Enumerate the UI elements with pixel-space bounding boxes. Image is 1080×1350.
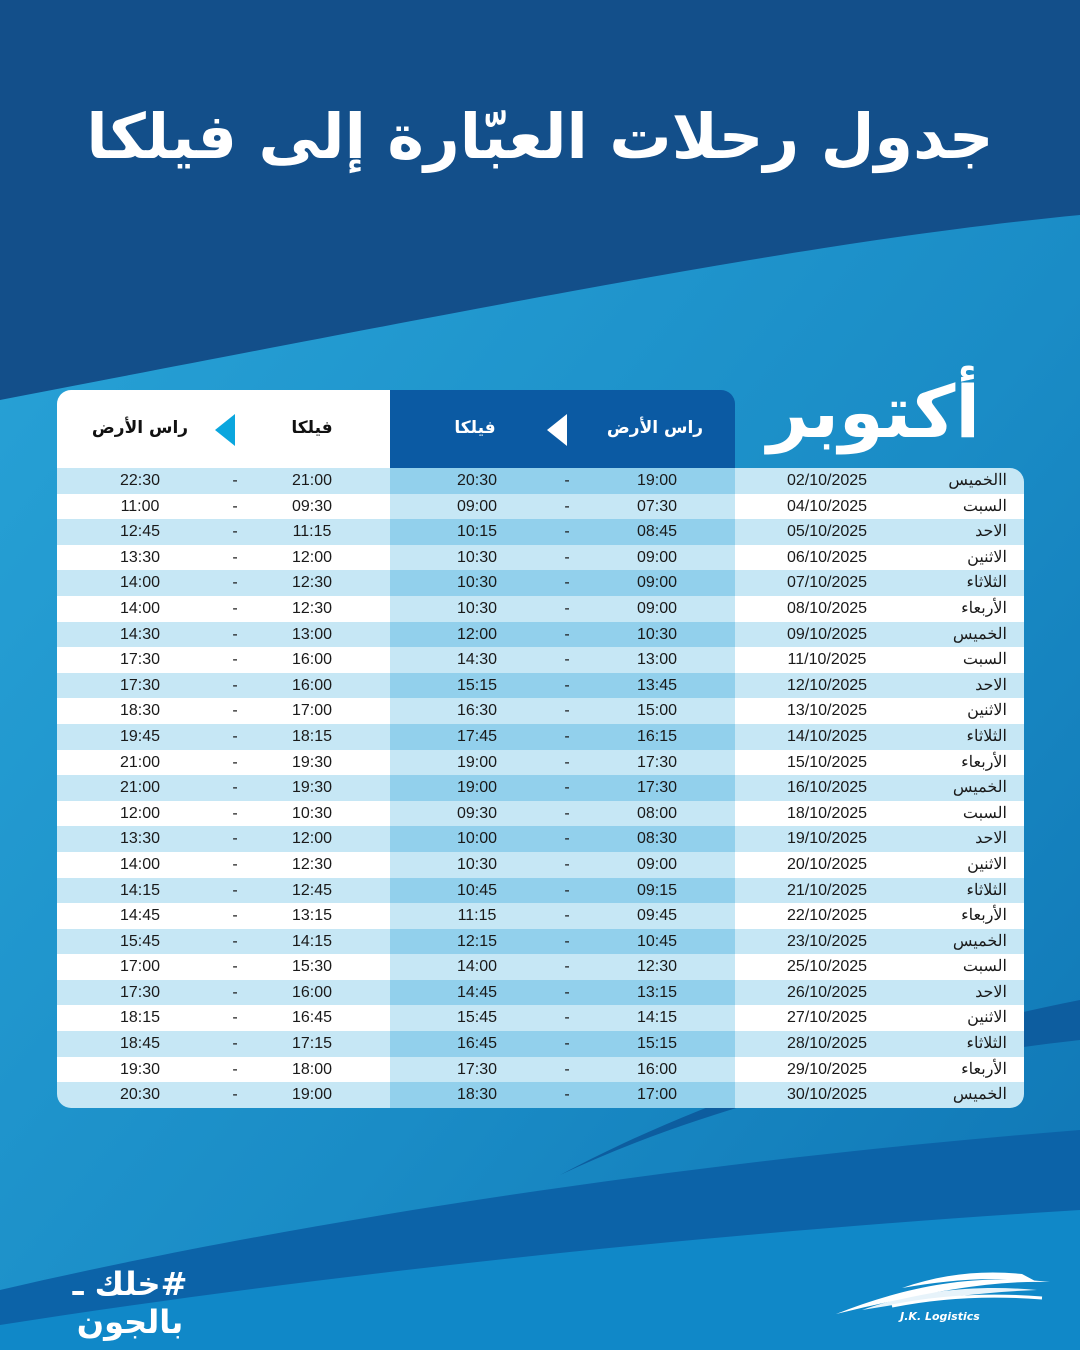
return-arrive-cell: 17:00 bbox=[119, 958, 161, 976]
return-depart-cell: 21:00 bbox=[291, 472, 333, 489]
date-cell: 02/10/2025 bbox=[786, 472, 868, 489]
table-row bbox=[57, 826, 1024, 852]
return-depart-cell: 13:15 bbox=[291, 907, 333, 925]
outbound-depart-cell: 07:30 bbox=[636, 497, 678, 515]
outbound-arrive-cell: 19:00 bbox=[456, 779, 498, 797]
separator: - bbox=[564, 1086, 570, 1104]
outbound-arrive-cell: 14:30 bbox=[456, 651, 498, 669]
day-cell: الثلاثاء bbox=[966, 727, 1007, 745]
separator: - bbox=[232, 497, 238, 515]
outbound-depart-cell: 08:00 bbox=[636, 804, 678, 822]
return-depart-cell: 19:00 bbox=[291, 1086, 333, 1104]
return-depart-cell: 10:30 bbox=[291, 804, 333, 822]
outbound-depart-cell: 08:30 bbox=[636, 830, 678, 848]
return-arrive-cell: 14:00 bbox=[119, 574, 161, 592]
separator: - bbox=[564, 727, 570, 745]
separator: - bbox=[564, 753, 570, 771]
day-cell: االخميس bbox=[948, 472, 1007, 489]
separator: - bbox=[564, 1035, 570, 1053]
separator: - bbox=[232, 523, 238, 541]
outbound-depart-cell: 09:15 bbox=[636, 881, 678, 899]
return-arrive-cell: 12:00 bbox=[119, 804, 161, 822]
outbound-depart-cell: 08:45 bbox=[636, 523, 678, 541]
day-cell: السبت bbox=[962, 804, 1007, 822]
separator: - bbox=[232, 472, 238, 489]
return-arrive-cell: 15:45 bbox=[119, 932, 161, 950]
day-cell: الأربعاء bbox=[961, 907, 1007, 925]
outbound-depart-cell: 14:15 bbox=[636, 1009, 678, 1027]
separator: - bbox=[232, 881, 238, 899]
return-arrive-cell: 17:30 bbox=[119, 651, 161, 669]
separator: - bbox=[232, 855, 238, 873]
return-depart-cell: 16:00 bbox=[291, 676, 333, 694]
day-cell: الأربعاء bbox=[961, 599, 1007, 617]
separator: - bbox=[232, 983, 238, 1001]
date-cell: 07/10/2025 bbox=[786, 574, 868, 592]
separator: - bbox=[564, 1009, 570, 1027]
date-cell: 26/10/2025 bbox=[786, 983, 868, 1001]
separator: - bbox=[232, 574, 238, 592]
outbound-arrive-cell: 09:30 bbox=[456, 804, 498, 822]
day-cell: السبت bbox=[962, 958, 1007, 976]
return-depart-cell: 09:30 bbox=[291, 497, 333, 515]
return-depart-cell: 18:00 bbox=[291, 1060, 333, 1078]
date-cell: 22/10/2025 bbox=[786, 907, 868, 925]
table-row bbox=[57, 519, 1024, 545]
day-cell: الاثنين bbox=[967, 855, 1007, 873]
day-cell: الاثنين bbox=[967, 702, 1007, 720]
return-arrive-cell: 17:30 bbox=[119, 676, 161, 694]
separator: - bbox=[232, 702, 238, 720]
separator: - bbox=[564, 1060, 570, 1078]
separator: - bbox=[564, 958, 570, 976]
return-depart-cell: 14:15 bbox=[291, 932, 333, 950]
outbound-arrive-cell: 14:00 bbox=[456, 958, 498, 976]
return-arrive-cell: 19:30 bbox=[119, 1060, 161, 1078]
outbound-depart-cell: 19:00 bbox=[636, 472, 678, 489]
arrow-left-icon bbox=[215, 414, 235, 446]
return-depart-cell: 16:45 bbox=[291, 1009, 333, 1027]
table-row bbox=[57, 673, 1024, 699]
day-cell: الاثنين bbox=[967, 548, 1007, 566]
separator: - bbox=[564, 497, 570, 515]
date-cell: 12/10/2025 bbox=[786, 676, 868, 694]
day-cell: الخميس bbox=[952, 932, 1007, 950]
date-cell: 19/10/2025 bbox=[786, 830, 868, 848]
return-depart-cell: 16:00 bbox=[291, 651, 333, 669]
day-cell: السبت bbox=[962, 651, 1007, 669]
separator: - bbox=[232, 727, 238, 745]
return-arrive-cell: 11:00 bbox=[120, 497, 160, 515]
separator: - bbox=[564, 599, 570, 617]
outbound-header bbox=[390, 390, 735, 468]
separator: - bbox=[232, 907, 238, 925]
outbound-arrive-cell: 10:30 bbox=[456, 574, 498, 592]
outbound-arrive-cell: 18:30 bbox=[456, 1086, 498, 1104]
outbound-to-label: فيلكا bbox=[454, 418, 496, 438]
separator: - bbox=[564, 983, 570, 1001]
day-cell: الاحد bbox=[975, 830, 1007, 848]
outbound-arrive-cell: 17:30 bbox=[456, 1060, 498, 1078]
separator: - bbox=[564, 676, 570, 694]
date-cell: 23/10/2025 bbox=[786, 932, 868, 950]
separator: - bbox=[564, 907, 570, 925]
return-depart-cell: 13:00 bbox=[291, 625, 333, 643]
separator: - bbox=[232, 958, 238, 976]
return-depart-cell: 12:45 bbox=[291, 881, 333, 899]
outbound-depart-cell: 10:45 bbox=[636, 932, 678, 950]
return-arrive-cell: 21:00 bbox=[119, 779, 161, 797]
return-depart-cell: 18:15 bbox=[291, 727, 333, 745]
table-row bbox=[57, 494, 1024, 520]
date-cell: 09/10/2025 bbox=[786, 625, 868, 643]
separator: - bbox=[232, 1086, 238, 1104]
outbound-depart-cell: 12:30 bbox=[636, 958, 678, 976]
return-arrive-cell: 12:45 bbox=[119, 523, 161, 541]
separator: - bbox=[564, 472, 570, 489]
table-row bbox=[57, 596, 1024, 622]
return-arrive-cell: 18:30 bbox=[119, 702, 161, 720]
outbound-depart-cell: 09:00 bbox=[636, 599, 678, 617]
return-depart-cell: 19:30 bbox=[291, 753, 333, 771]
table-body bbox=[57, 468, 1024, 1108]
separator: - bbox=[232, 676, 238, 694]
table-row bbox=[57, 750, 1024, 776]
date-cell: 18/10/2025 bbox=[786, 804, 868, 822]
day-cell: الاحد bbox=[975, 676, 1007, 694]
table-row bbox=[57, 622, 1024, 648]
table-row bbox=[57, 724, 1024, 750]
table-row bbox=[57, 570, 1024, 596]
table-row bbox=[57, 545, 1024, 571]
return-arrive-cell: 22:30 bbox=[119, 472, 161, 489]
return-arrive-cell: 14:00 bbox=[119, 599, 161, 617]
table-row bbox=[57, 1005, 1024, 1031]
date-cell: 06/10/2025 bbox=[786, 548, 868, 566]
separator: - bbox=[564, 932, 570, 950]
date-cell: 30/10/2025 bbox=[786, 1086, 868, 1104]
outbound-depart-cell: 13:45 bbox=[636, 676, 678, 694]
separator: - bbox=[232, 753, 238, 771]
separator: - bbox=[232, 599, 238, 617]
outbound-arrive-cell: 15:45 bbox=[456, 1009, 498, 1027]
outbound-arrive-cell: 16:45 bbox=[456, 1035, 498, 1053]
separator: - bbox=[564, 625, 570, 643]
outbound-depart-cell: 17:00 bbox=[636, 1086, 678, 1104]
return-arrive-cell: 14:00 bbox=[119, 855, 161, 873]
table-row bbox=[57, 929, 1024, 955]
outbound-arrive-cell: 10:15 bbox=[456, 523, 498, 541]
table-row bbox=[57, 980, 1024, 1006]
separator: - bbox=[232, 1060, 238, 1078]
outbound-depart-cell: 13:15 bbox=[636, 983, 678, 1001]
return-arrive-cell: 18:15 bbox=[119, 1009, 161, 1027]
date-cell: 20/10/2025 bbox=[786, 855, 868, 873]
separator: - bbox=[564, 574, 570, 592]
separator: - bbox=[564, 702, 570, 720]
outbound-depart-cell: 09:00 bbox=[636, 574, 678, 592]
outbound-arrive-cell: 10:45 bbox=[456, 881, 498, 899]
outbound-arrive-cell: 12:15 bbox=[456, 932, 498, 950]
return-arrive-cell: 14:45 bbox=[119, 907, 161, 925]
return-depart-cell: 12:30 bbox=[291, 599, 333, 617]
return-arrive-cell: 14:15 bbox=[119, 881, 161, 899]
outbound-arrive-cell: 14:45 bbox=[456, 983, 498, 1001]
return-depart-cell: 12:00 bbox=[291, 830, 333, 848]
separator: - bbox=[564, 651, 570, 669]
day-cell: الثلاثاء bbox=[966, 574, 1007, 592]
date-cell: 28/10/2025 bbox=[786, 1035, 868, 1053]
separator: - bbox=[564, 779, 570, 797]
outbound-depart-cell: 15:00 bbox=[636, 702, 678, 720]
return-depart-cell: 12:30 bbox=[291, 574, 333, 592]
outbound-depart-cell: 09:45 bbox=[636, 907, 678, 925]
date-cell: 08/10/2025 bbox=[786, 599, 868, 617]
separator: - bbox=[232, 804, 238, 822]
outbound-arrive-cell: 10:00 bbox=[456, 830, 498, 848]
separator: - bbox=[564, 548, 570, 566]
arrow-left-icon bbox=[547, 414, 567, 446]
day-cell: الاحد bbox=[975, 983, 1007, 1001]
day-cell: الخميس bbox=[952, 625, 1007, 643]
outbound-depart-cell: 17:30 bbox=[636, 779, 678, 797]
month-title: أكتوبر bbox=[767, 370, 980, 454]
separator: - bbox=[232, 625, 238, 643]
outbound-depart-cell: 16:15 bbox=[636, 727, 678, 745]
outbound-arrive-cell: 11:15 bbox=[457, 907, 497, 925]
outbound-depart-cell: 09:00 bbox=[636, 855, 678, 873]
separator: - bbox=[564, 855, 570, 873]
date-cell: 13/10/2025 bbox=[786, 702, 868, 720]
date-cell: 16/10/2025 bbox=[786, 779, 868, 797]
separator: - bbox=[232, 779, 238, 797]
date-cell: 05/10/2025 bbox=[786, 523, 868, 541]
return-to-label: راس الأرض bbox=[91, 418, 189, 438]
day-cell: الخميس bbox=[952, 1086, 1007, 1104]
return-depart-cell: 17:00 bbox=[291, 702, 333, 720]
outbound-depart-cell: 16:00 bbox=[636, 1060, 678, 1078]
page-title: جدول رحلات العبّارة إلى فيلكا bbox=[86, 100, 994, 173]
table-row bbox=[57, 954, 1024, 980]
date-cell: 14/10/2025 bbox=[786, 727, 868, 745]
day-cell: السبت bbox=[962, 497, 1007, 515]
return-arrive-cell: 18:45 bbox=[119, 1035, 161, 1053]
outbound-arrive-cell: 10:30 bbox=[456, 855, 498, 873]
return-depart-cell: 17:15 bbox=[291, 1035, 333, 1053]
outbound-arrive-cell: 09:00 bbox=[456, 497, 498, 515]
date-cell: 11/10/2025 bbox=[787, 651, 867, 669]
table-row bbox=[57, 775, 1024, 801]
day-cell: الخميس bbox=[952, 779, 1007, 797]
return-arrive-cell: 13:30 bbox=[119, 830, 161, 848]
return-depart-cell: 19:30 bbox=[291, 779, 333, 797]
day-cell: الاحد bbox=[975, 523, 1007, 541]
separator: - bbox=[232, 1009, 238, 1027]
return-arrive-cell: 19:45 bbox=[119, 727, 161, 745]
outbound-arrive-cell: 16:30 bbox=[456, 702, 498, 720]
hashtag-text: #خلك ـ بالجون bbox=[72, 1265, 188, 1341]
outbound-depart-cell: 09:00 bbox=[636, 548, 678, 566]
outbound-arrive-cell: 12:00 bbox=[456, 625, 498, 643]
table-row bbox=[57, 801, 1024, 827]
table-row bbox=[57, 1082, 1024, 1108]
table-row bbox=[57, 903, 1024, 929]
separator: - bbox=[564, 523, 570, 541]
table-row bbox=[57, 878, 1024, 904]
day-cell: الثلاثاء bbox=[966, 881, 1007, 899]
table-row bbox=[57, 1057, 1024, 1083]
separator: - bbox=[232, 1035, 238, 1053]
return-header bbox=[57, 390, 390, 468]
separator: - bbox=[232, 830, 238, 848]
table-row bbox=[57, 852, 1024, 878]
date-cell: 29/10/2025 bbox=[786, 1060, 868, 1078]
separator: - bbox=[232, 932, 238, 950]
separator: - bbox=[232, 548, 238, 566]
day-cell: الأربعاء bbox=[961, 1060, 1007, 1078]
outbound-depart-cell: 17:30 bbox=[636, 753, 678, 771]
date-cell: 15/10/2025 bbox=[786, 753, 868, 771]
outbound-arrive-cell: 10:30 bbox=[456, 599, 498, 617]
date-cell: 04/10/2025 bbox=[786, 497, 868, 515]
table-row bbox=[57, 468, 1024, 494]
return-arrive-cell: 17:30 bbox=[119, 983, 161, 1001]
outbound-arrive-cell: 20:30 bbox=[456, 472, 498, 489]
outbound-arrive-cell: 15:15 bbox=[456, 676, 498, 694]
return-arrive-cell: 13:30 bbox=[119, 548, 161, 566]
return-depart-cell: 12:30 bbox=[291, 855, 333, 873]
table-row bbox=[57, 1031, 1024, 1057]
date-cell: 27/10/2025 bbox=[786, 1009, 868, 1027]
outbound-depart-cell: 15:15 bbox=[636, 1035, 678, 1053]
return-depart-cell: 15:30 bbox=[291, 958, 333, 976]
outbound-depart-cell: 10:30 bbox=[636, 625, 678, 643]
schedule-table bbox=[57, 390, 1024, 1108]
outbound-depart-cell: 13:00 bbox=[636, 651, 678, 669]
return-from-label: فيلكا bbox=[291, 418, 333, 438]
return-arrive-cell: 20:30 bbox=[119, 1086, 161, 1104]
table-row bbox=[57, 647, 1024, 673]
outbound-from-label: راس الأرض bbox=[606, 418, 704, 438]
separator: - bbox=[564, 804, 570, 822]
outbound-arrive-cell: 17:45 bbox=[456, 727, 498, 745]
outbound-arrive-cell: 19:00 bbox=[456, 753, 498, 771]
table-row bbox=[57, 698, 1024, 724]
return-arrive-cell: 21:00 bbox=[119, 753, 161, 771]
return-depart-cell: 16:00 bbox=[291, 983, 333, 1001]
logo-text: J.K. Logistics bbox=[900, 1310, 980, 1323]
return-depart-cell: 11:15 bbox=[292, 523, 332, 541]
day-cell: الاثنين bbox=[967, 1009, 1007, 1027]
date-cell: 21/10/2025 bbox=[786, 881, 868, 899]
separator: - bbox=[564, 830, 570, 848]
day-cell: الثلاثاء bbox=[966, 1035, 1007, 1053]
separator: - bbox=[564, 881, 570, 899]
return-arrive-cell: 14:30 bbox=[119, 625, 161, 643]
outbound-arrive-cell: 10:30 bbox=[456, 548, 498, 566]
date-cell: 25/10/2025 bbox=[786, 958, 868, 976]
return-depart-cell: 12:00 bbox=[291, 548, 333, 566]
separator: - bbox=[232, 651, 238, 669]
day-cell: الأربعاء bbox=[961, 753, 1007, 771]
